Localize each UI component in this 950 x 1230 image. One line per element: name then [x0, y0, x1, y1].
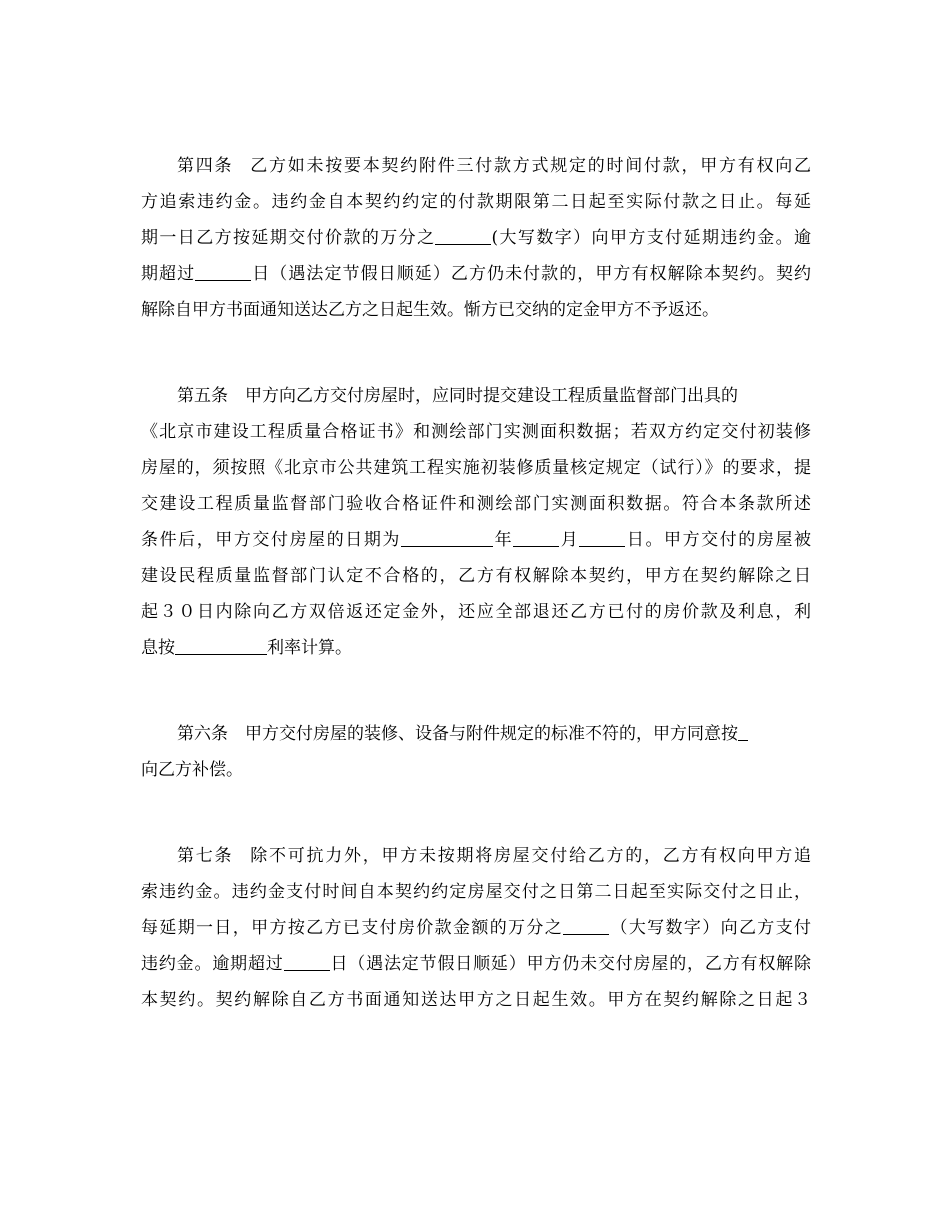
fill-in-blank — [195, 263, 251, 281]
article-text: 条件后，甲方交付房屋的日期为 — [141, 530, 401, 550]
article-title: 第五条 — [177, 386, 228, 406]
article-line — [141, 630, 811, 666]
contract-page — [141, 148, 811, 1068]
article-text: 每延期一日，甲方按乙方已支付房价款金额的万分之 — [141, 918, 564, 938]
article-5 — [141, 378, 811, 666]
article-text: 房屋的，须按照《北京市公共建筑工程实施初装修质量核定规定（试行）》的要求，提 — [141, 458, 811, 478]
article-line — [141, 982, 811, 1018]
article-text: 本契约。契约解除自乙方书面通知送达甲方之日起生效。甲方在契约解除之日起３ — [141, 990, 811, 1010]
article-line — [141, 486, 811, 522]
article-title: 第四条 — [177, 156, 234, 176]
article-title: 第六条 — [177, 724, 228, 744]
article-text: 日。甲方交付的房屋被 — [625, 530, 812, 550]
article-line — [141, 414, 811, 450]
article-text: 除不可抗力外，甲方未按期将房屋交付给乙方的，乙方有权向甲方追 — [250, 846, 811, 866]
article-line — [141, 184, 811, 220]
fill-in-blank — [513, 529, 559, 547]
article-line — [141, 910, 811, 946]
article-text: 违约金。逾期超过 — [141, 954, 284, 974]
article-line — [141, 378, 811, 414]
article-text: 日（遇法定节假日顺延）甲方仍未交付房屋的，乙方有权解除 — [329, 954, 812, 974]
article-text: 日（遇法定节假日顺延）乙方仍未付款的，甲方有权解除本契约。契约 — [251, 264, 812, 284]
article-line — [141, 594, 811, 630]
article-line — [141, 946, 811, 982]
article-text: 年 — [493, 530, 514, 550]
article-text: 向乙方补偿。 — [141, 760, 243, 780]
article-line — [141, 292, 811, 328]
article-line — [141, 148, 811, 184]
article-title: 第七条 — [177, 846, 234, 866]
article-line — [141, 874, 811, 910]
fill-in-blank — [579, 529, 625, 547]
article-line — [141, 558, 811, 594]
article-text: 期超过 — [141, 264, 196, 284]
article-text: 期一日乙方按延期交付价款的万分之 — [141, 228, 436, 248]
article-text: 利率计算。 — [267, 638, 352, 658]
article-text: 甲方交付房屋的装修、设备与附件规定的标准不符的，甲方同意按 — [245, 724, 738, 744]
fill-in-blank — [563, 917, 609, 935]
article-text: 方追索违约金。违约金自本契约约定的付款期限第二日起至实际付款之日止。每延 — [141, 192, 811, 212]
article-line — [141, 450, 811, 486]
article-line — [141, 838, 811, 874]
article-text: 《北京市建设工程质量合格证书》和测绘部门实测面积数据；若双方约定交付初装修 — [141, 422, 811, 442]
article-4 — [141, 148, 811, 328]
article-text: 起３０日内除向乙方双倍返还定金外，还应全部退还乙方已付的房价款及利息，利 — [141, 602, 811, 622]
article-text: 息按 — [141, 638, 175, 658]
article-text: （大写数字）向乙方支付 — [609, 918, 812, 938]
article-text: 索违约金。违约金支付时间自本契约约定房屋交付之日第二日起至实际交付之日止， — [141, 882, 811, 902]
article-line — [141, 220, 811, 256]
fill-in-blank — [284, 953, 330, 971]
article-line — [141, 752, 811, 788]
fill-in-blank — [435, 227, 491, 245]
article-line — [141, 716, 811, 752]
article-line — [141, 522, 811, 558]
fill-in-blank — [175, 637, 267, 655]
article-text: 甲方向乙方交付房屋时，应同时提交建设工程质量监督部门出具的 — [245, 386, 738, 406]
article-7 — [141, 838, 811, 1018]
article-text: 交建设工程质量监督部门验收合格证件和测绘部门实测面积数据。符合本条款所述 — [141, 494, 811, 514]
article-6 — [141, 716, 811, 788]
fill-in-blank — [738, 723, 748, 741]
article-line — [141, 256, 811, 292]
article-text: (大写数字）向甲方支付延期违约金。逾 — [491, 228, 811, 248]
article-text: 月 — [559, 530, 580, 550]
article-text: 解除自甲方书面通知送达乙方之日起生效。惭方已交纳的定金甲方不予返还。 — [141, 300, 719, 320]
article-text: 乙方如未按要本契约附件三付款方式规定的时间付款，甲方有权向乙 — [250, 156, 811, 176]
fill-in-blank — [401, 529, 493, 547]
article-text: 建设民程质量监督部门认定不合格的，乙方有权解除本契约，甲方在契约解除之日 — [141, 566, 811, 586]
